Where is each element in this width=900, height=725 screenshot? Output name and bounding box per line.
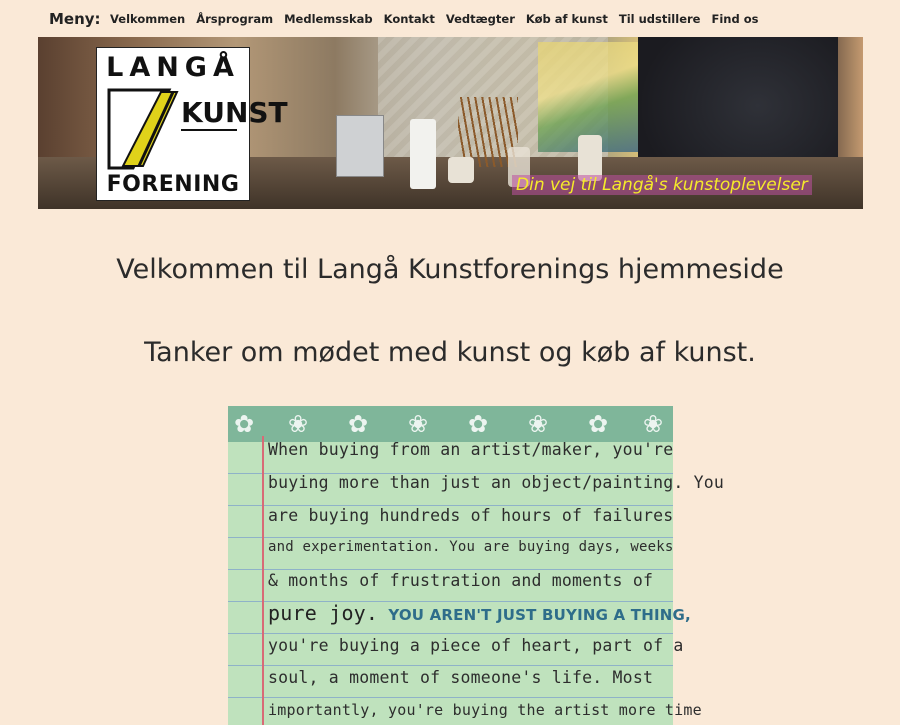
flower-icon: ❀ [408,410,429,438]
menu-label: Meny: [49,10,101,28]
logo-text-top: LANGÅ [106,52,240,83]
quote-emphasis: YOU AREN'T JUST BUYING A THING, [388,606,691,624]
flower-icon: ✿ [348,410,369,438]
quote-line: soul, a moment of someone's life. Most [268,668,654,687]
flower-border [228,406,673,442]
quote-line: you're buying a piece of heart, part of a [268,636,684,655]
banner-speaker [336,115,384,177]
logo-text-bottom: FORENING [106,172,240,197]
nav-item-koeb-af-kunst[interactable]: Køb af kunst [525,12,608,26]
nav-item-find-os[interactable]: Find os [711,12,759,26]
quote-line: buying more than just an object/painting. You [268,473,725,492]
nav-item-kontakt[interactable]: Kontakt [383,12,435,26]
nav-item-velkommen[interactable]: Velkommen [110,12,186,26]
top-menu [0,0,900,37]
nav-item-til-udstillere[interactable]: Til udstillere [618,12,701,26]
nav-item-aarsprogram[interactable]: Årsprogram [196,12,274,26]
quote-line [268,601,691,625]
flower-icon: ✿ [588,410,609,438]
quote-image [228,406,725,725]
header-banner [38,37,863,209]
quote-pure-joy: pure joy. [268,601,379,625]
flower-icon: ❀ [528,410,549,438]
nav-item-medlemsskab[interactable]: Medlemsskab [284,12,373,26]
quote-line: When buying from an artist/maker, you're [268,440,674,459]
banner-paper-roll [410,119,436,189]
flower-icon: ❀ [643,410,664,438]
quote-line: importantly, you're buying the artist more time [268,701,702,719]
quote-line: are buying hundreds of hours of failures [268,506,674,525]
logo-mark-icon [103,86,288,172]
flower-icon: ✿ [234,410,255,438]
menu-items [110,12,769,26]
flower-icon: ❀ [288,410,309,438]
site-logo[interactable] [96,47,288,201]
page-title: Velkommen til Langå Kunstforenings hjemmeside [116,254,784,285]
page-subtitle: Tanker om mødet med kunst og køb af kunst. [144,337,756,368]
quote-line: and experimentation. You are buying days, weeks [268,539,674,555]
margin-line [262,436,264,725]
banner-tagline: Din vej til Langå's kunstoplevelser [512,175,812,195]
flower-icon: ✿ [468,410,489,438]
nav-item-vedtaegter[interactable]: Vedtægter [445,12,515,26]
banner-jar [448,157,474,183]
logo-letters: KUNST [181,96,288,129]
quote-line: & months of frustration and moments of [268,571,654,590]
